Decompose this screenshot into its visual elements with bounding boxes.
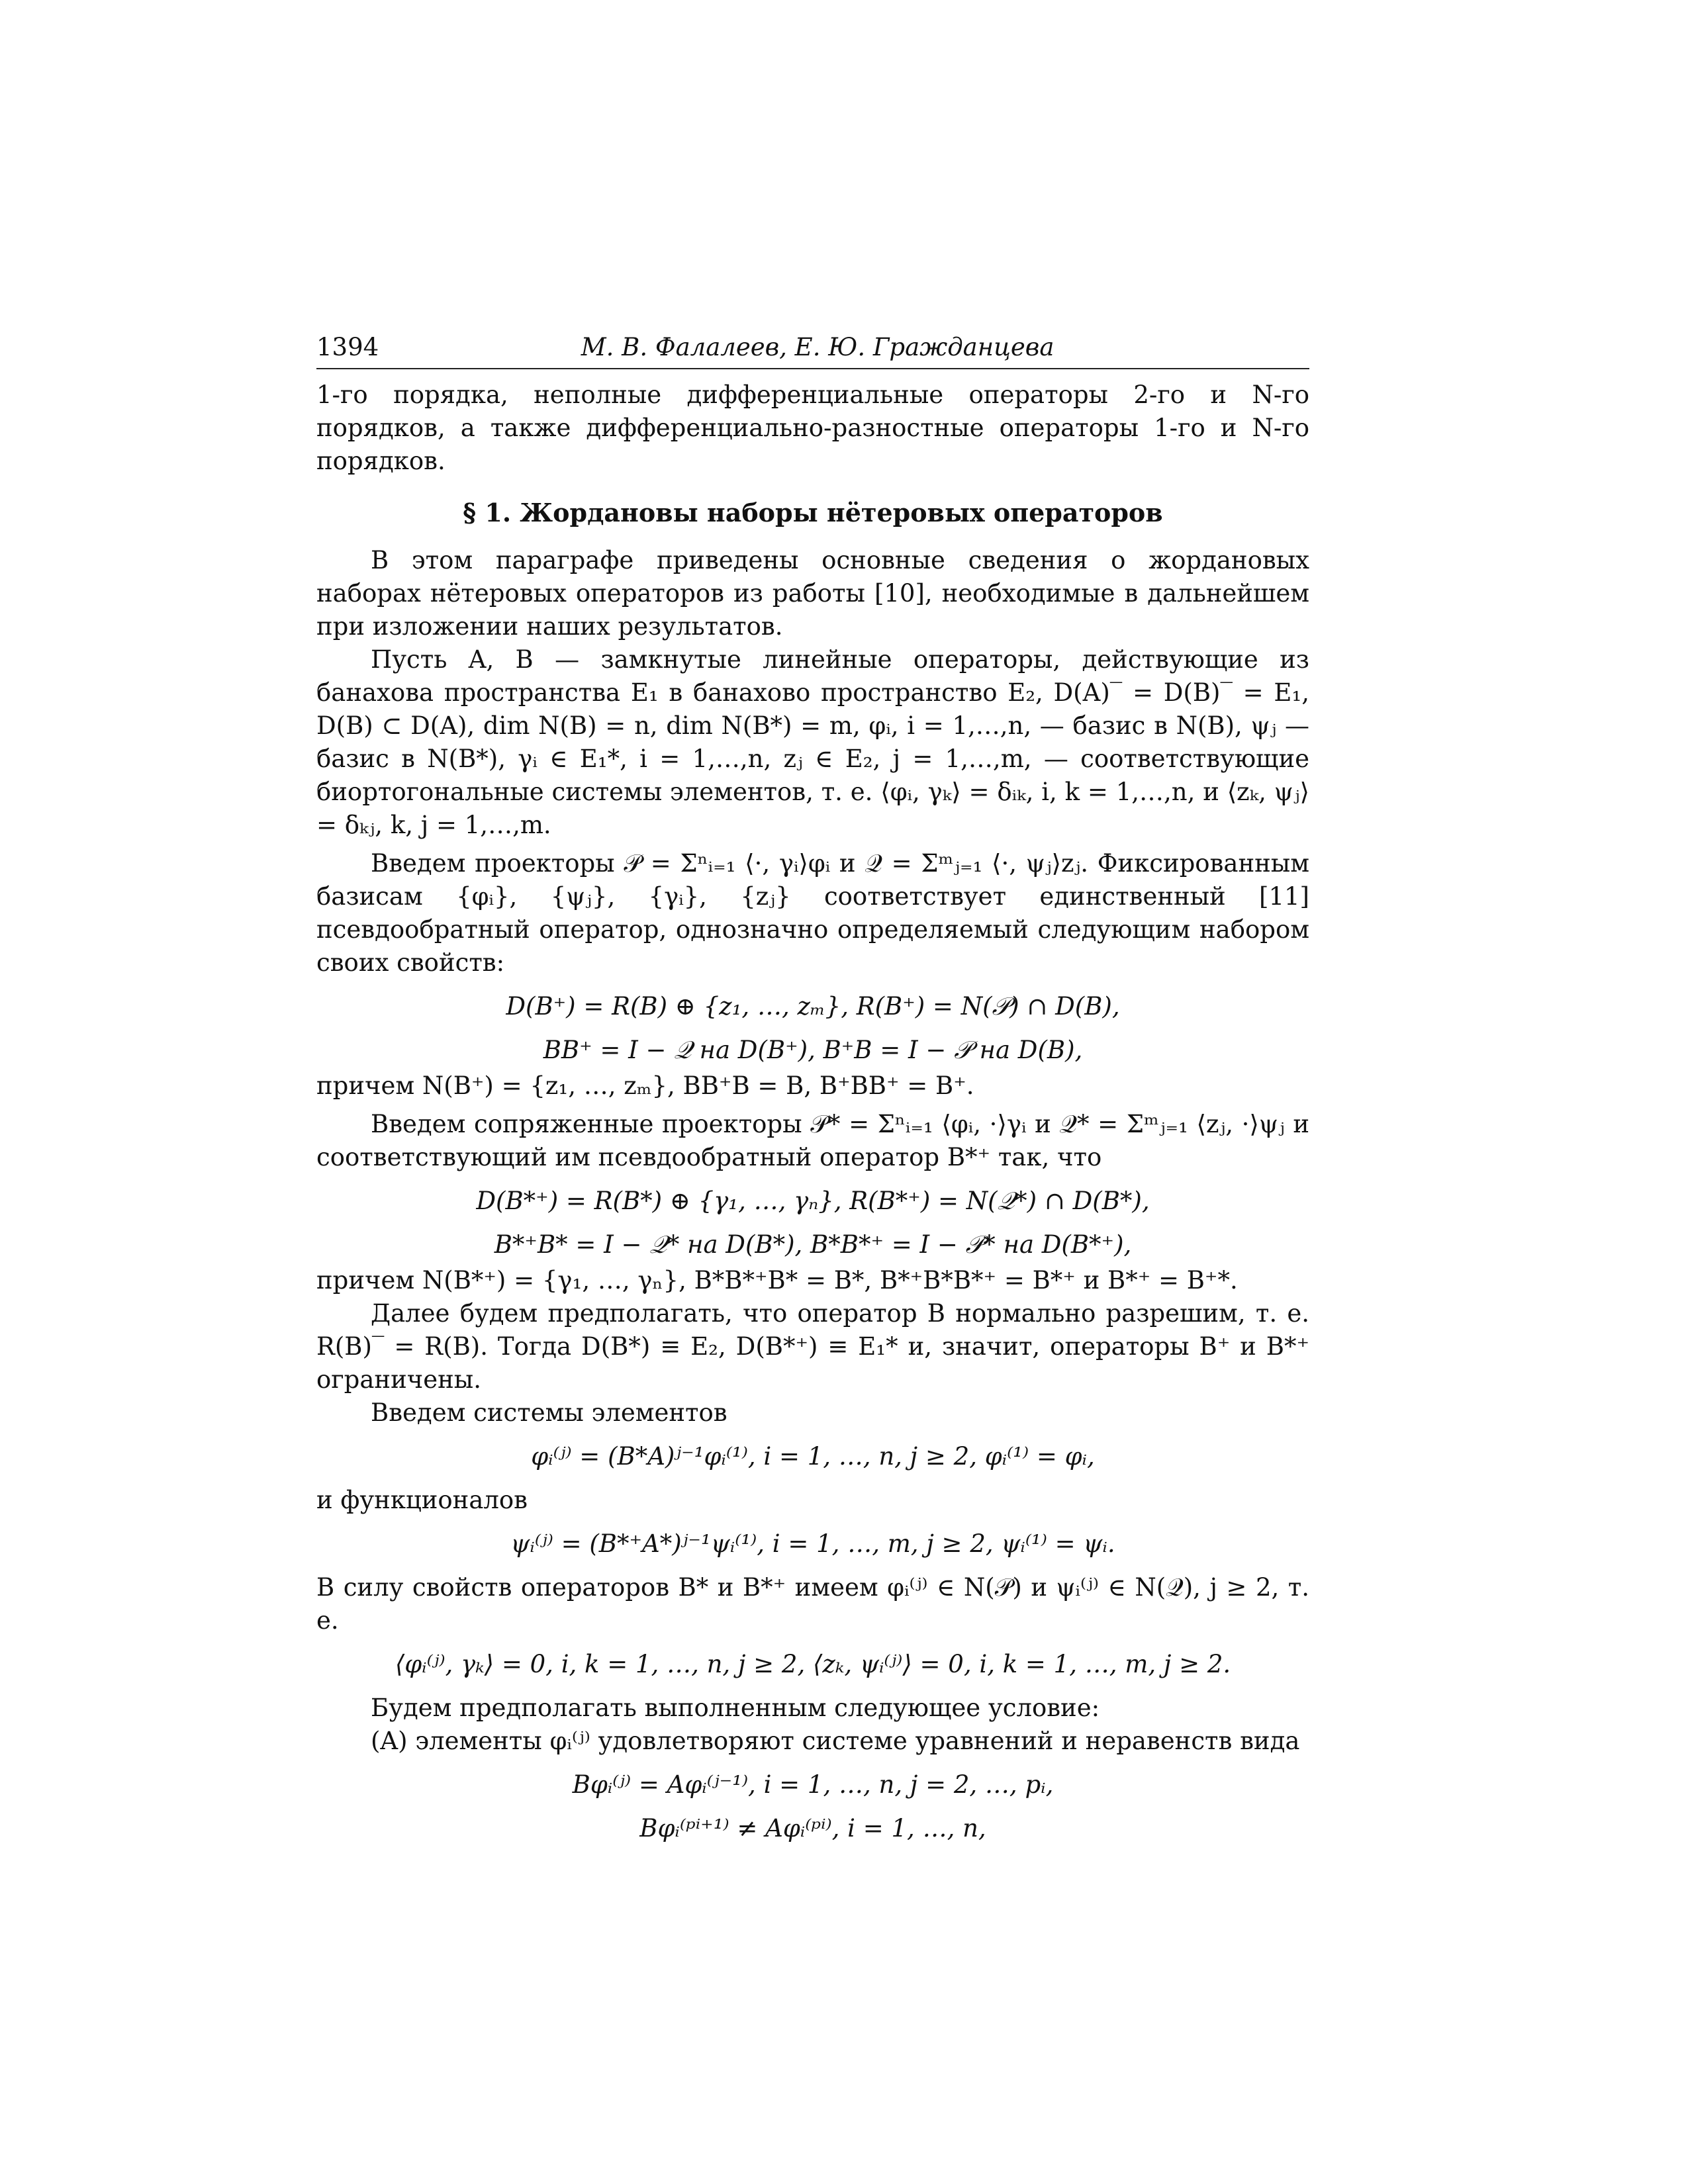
paragraph-3: Введем проекторы 𝒫 = Σⁿᵢ₌₁ ⟨·, γᵢ⟩φᵢ и 𝒬 = Σᵐⱼ₌₁ ⟨·, ψⱼ⟩zⱼ. Фиксированным базисам {φᵢ}, {ψⱼ}, {γᵢ}, {zⱼ} соответствует единственный [11] псевдообратный оператор, однозначно определяемый следующим набором своих свойств: (316, 849, 1309, 977)
running-header (316, 331, 1309, 369)
page (316, 331, 1309, 1848)
equation-5: φᵢ⁽ʲ⁾ = (B*A)ʲ⁻¹φᵢ⁽¹⁾, i = 1, …, n, j ≥ 2, φᵢ⁽¹⁾ = φᵢ, (531, 1442, 1095, 1471)
paragraph-2: Пусть A, B — замкнутые линейные операторы, действующие из банахова пространства E₁ в банахово пространство E₂, D(A)‾ = D(B)‾ = E₁, D(B) ⊂ D(A), dim N(B) = n, dim N(B*) = m, φᵢ, i = 1,…,n, — базис в N(B), ψⱼ — базис в N(B*), γᵢ ∈ E₁*, i = 1,…,n, zⱼ ∈ E₂, j = 1,…,m, — соответствующие биортогональные системы элементов, т. е. ⟨φᵢ, γₖ⟩ = δᵢₖ, i, k = 1,…,n, и ⟨zₖ, ψⱼ⟩ = δₖⱼ, k, j = 1,…,m. (316, 645, 1309, 839)
section-title: § 1. Жордановы наборы нётеровых операторов (463, 498, 1163, 527)
intro-continuation: 1-го порядка, неполные дифференциальные операторы 2-го и N-го порядков, а также дифференциально-разностные операторы 1-го и N-го порядков. (316, 381, 1309, 475)
paragraph-11: Будем предполагать выполненным следующее условие: (371, 1694, 1100, 1722)
equation-3: D(B*⁺) = R(B*) ⊕ {γ₁, …, γₙ}, R(B*⁺) = N(𝒬*) ∩ D(B*), (476, 1187, 1150, 1215)
equation-2: BB⁺ = I − 𝒬 на D(B⁺), B⁺B = I − 𝒫 на D(B), (543, 1036, 1083, 1064)
equation-7: ⟨φᵢ⁽ʲ⁾, γₖ⟩ = 0, i, k = 1, …, n, j ≥ 2, ⟨zₖ, ψᵢ⁽ʲ⁾⟩ = 0, i, k = 1, …, m, j ≥ 2. (395, 1650, 1231, 1678)
equation-9: Bφᵢ⁽ᵖⁱ⁺¹⁾ ≠ Aφᵢ⁽ᵖⁱ⁾, i = 1, …, n, (639, 1814, 986, 1843)
paragraph-4: причем N(B⁺) = {z₁, …, zₘ}, BB⁺B = B, B⁺BB⁺ = B⁺. (316, 1071, 974, 1100)
paragraph-1: В этом параграфе приведены основные сведения о жордановых наборах нётеровых операторов из работы [10], необходимые в дальнейшем при изложении наших результатов. (316, 546, 1309, 641)
paragraph-7: Далее будем предполагать, что оператор B нормально разрешим, т. е. R(B)‾ = R(B). Тогда D(B*) ≡ E₂, D(B*⁺) ≡ E₁* и, значит, операторы B⁺ и B*⁺ ограничены. (316, 1299, 1309, 1394)
paragraph-10: В силу свойств операторов B* и B*⁺ имеем φᵢ⁽ʲ⁾ ∈ N(𝒫) и ψᵢ⁽ʲ⁾ ∈ N(𝒬), j ≥ 2, т. е. (316, 1573, 1309, 1635)
paragraph-12: (A) элементы φᵢ⁽ʲ⁾ удовлетворяют системе уравнений и неравенств вида (371, 1727, 1300, 1755)
paragraph-8: Введем системы элементов (371, 1398, 727, 1427)
equation-6: ψᵢ⁽ʲ⁾ = (B*⁺A*)ʲ⁻¹ψᵢ⁽¹⁾, i = 1, …, m, j ≥ 2, ψᵢ⁽¹⁾ = ψᵢ. (510, 1529, 1115, 1558)
paragraph-6: причем N(B*⁺) = {γ₁, …, γₙ}, B*B*⁺B* = B*, B*⁺B*B*⁺ = B*⁺ и B*⁺ = B⁺*. (316, 1266, 1238, 1295)
paragraph-9: и функционалов (316, 1486, 528, 1514)
running-header-authors: М. В. Фалалеев, Е. Ю. Гражданцева (581, 333, 1055, 361)
page-number: 1394 (316, 333, 379, 361)
paragraph-5: Введем сопряженные проекторы 𝒫* = Σⁿᵢ₌₁ ⟨φᵢ, ·⟩γᵢ и 𝒬* = Σᵐⱼ₌₁ ⟨zⱼ, ·⟩ψⱼ и соответствующий им псевдообратный оператор B*⁺ так, что (316, 1110, 1309, 1171)
equation-1: D(B⁺) = R(B) ⊕ {z₁, …, zₘ}, R(B⁺) = N(𝒫) ∩ D(B), (506, 992, 1120, 1021)
equation-8: Bφᵢ⁽ʲ⁾ = Aφᵢ⁽ʲ⁻¹⁾, i = 1, …, n, j = 2, …, pᵢ, (572, 1770, 1054, 1799)
equation-4: B*⁺B* = I − 𝒬* на D(B*), B*B*⁺ = I − 𝒫* на D(B*⁺), (494, 1230, 1132, 1259)
